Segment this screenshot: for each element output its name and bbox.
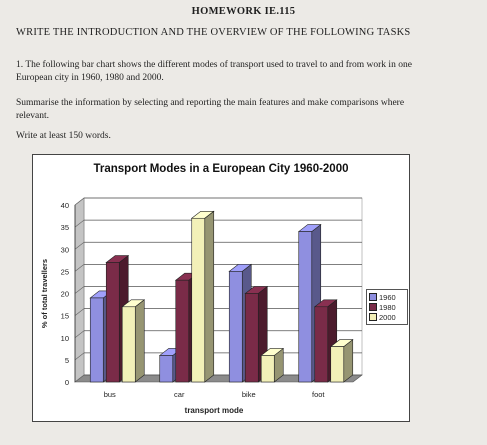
bar-side-car-2000	[205, 211, 214, 382]
bar-car-1980	[176, 280, 189, 382]
bar-foot-2000	[331, 347, 344, 382]
bar-bike-1960	[229, 271, 242, 382]
bar-chart	[33, 155, 409, 421]
y-tick-label: 40	[60, 201, 69, 210]
bar-side-foot-2000	[344, 340, 353, 382]
y-tick-label: 15	[60, 311, 69, 321]
bar-car-2000	[192, 218, 205, 382]
legend-label-2000: 2000	[379, 312, 396, 322]
y-tick-label: 20	[60, 289, 69, 299]
x-tick-label-bus: bus	[103, 390, 116, 399]
legend-label-1960: 1960	[379, 292, 396, 302]
x-tick-label-foot: foot	[311, 390, 325, 399]
bar-bus-1960	[90, 298, 103, 382]
x-tick-label-car: car	[174, 390, 185, 399]
bar-bike-2000	[261, 355, 274, 382]
y-tick-label: 5	[64, 355, 69, 365]
y-axis-title: % of total travellers	[40, 258, 49, 329]
bar-bike-1980	[245, 294, 258, 383]
legend-swatch-1960	[369, 293, 377, 301]
instruction-text: WRITE THE INTRODUCTION AND THE OVERVIEW OF THE FOLLOWING TASKS	[16, 27, 411, 38]
bar-bus-2000	[122, 307, 135, 382]
bar-car-1960	[160, 355, 173, 382]
y-tick-label: 0	[64, 378, 69, 387]
legend-swatch-1980	[369, 303, 377, 311]
x-axis-title: transport mode	[184, 406, 244, 415]
task-description: 1. The following bar chart shows the different modes of transport used to travel to and from work in one European city in 1960, 1980 and 2000.	[16, 60, 412, 83]
x-tick-label-bike: bike	[241, 390, 256, 399]
legend-item-1980	[369, 302, 405, 312]
summarise-instruction: Summarise the information by selecting and reporting the main features and make comparisons where relevant.	[16, 98, 405, 121]
homework-title: HOMEWORK IE.115	[191, 6, 296, 17]
legend-item-2000	[369, 312, 405, 322]
bar-foot-1980	[315, 307, 328, 382]
bar-bus-1980	[106, 263, 119, 382]
bar-foot-1960	[299, 232, 312, 382]
chart-legend	[366, 289, 408, 325]
chart-title: Transport Modes in a European City 1960-2000	[93, 163, 349, 175]
bar-side-bus-2000	[135, 300, 144, 382]
legend-label-1980: 1980	[379, 302, 396, 312]
y-tick-label: 10	[60, 333, 69, 343]
legend-swatch-2000	[369, 313, 377, 321]
legend-item-1960	[369, 292, 405, 302]
y-tick-label: 35	[60, 223, 69, 233]
y-tick-label: 25	[60, 267, 69, 277]
chart-container	[32, 154, 410, 422]
word-count-instruction: Write at least 150 words.	[16, 131, 111, 141]
y-tick-label: 30	[60, 245, 69, 255]
